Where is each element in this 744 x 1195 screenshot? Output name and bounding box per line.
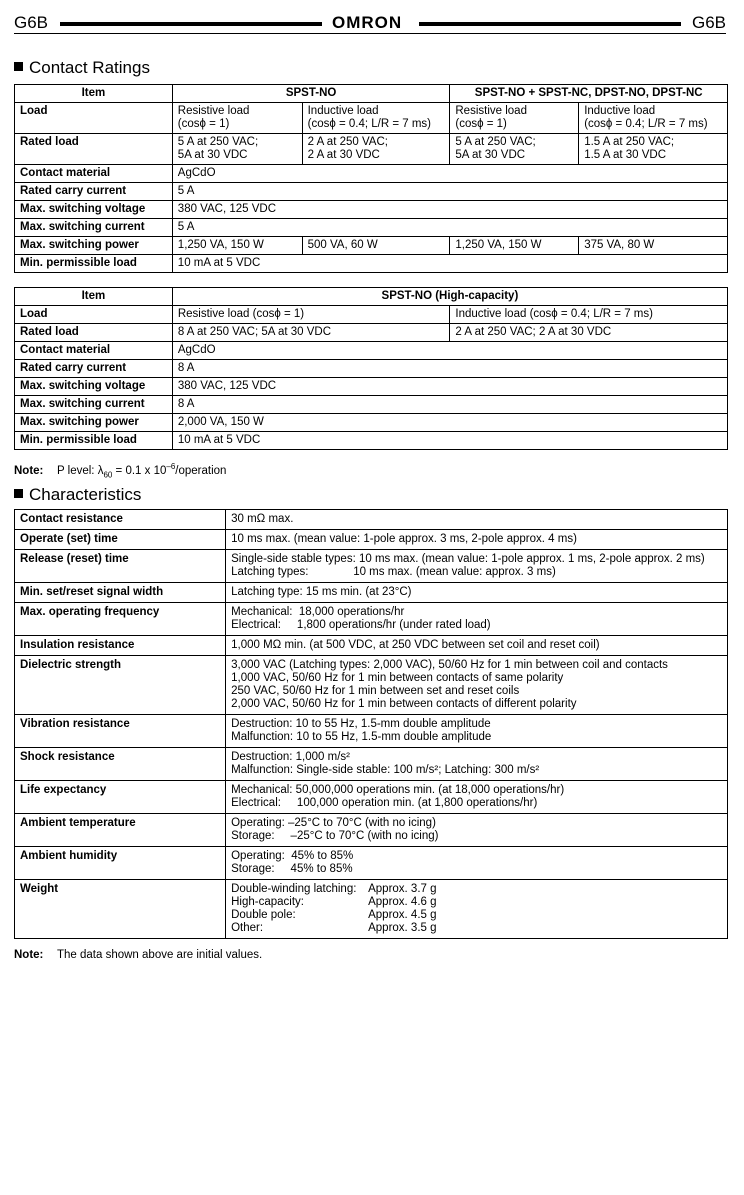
table-row (15, 432, 728, 450)
cell-line: Latching types: 10 ms max. (mean value: approx. 3 ms) (231, 566, 556, 578)
header-rule (14, 33, 726, 34)
row-label: Max. switching voltage (15, 378, 173, 396)
weight-line (231, 909, 722, 922)
cell: 1,250 VA, 150 W (450, 237, 579, 255)
header-multi-pole: SPST-NO + SPST-NC, DPST-NO, DPST-NC (450, 85, 728, 103)
weight-value: Approx. 4.6 g (368, 896, 437, 908)
page-header (14, 12, 726, 34)
table-row (15, 530, 728, 550)
row-label: Rated carry current (15, 183, 173, 201)
cell (226, 550, 728, 583)
cell-line: 1,000 MΩ min. (at 500 VDC, at 250 VDC between set coil and reset coil) (231, 639, 600, 651)
note-text: = 0.1 x 10 (112, 465, 167, 477)
cell: 8 A (172, 396, 727, 414)
table-row (15, 550, 728, 583)
note-label: Note: (14, 949, 44, 961)
cell: 2 A at 250 VAC; 2 A at 30 VDC (302, 134, 450, 165)
p-level-note (14, 464, 226, 478)
note-superscript: –6 (166, 462, 176, 472)
cell: AgCdO (172, 342, 727, 360)
cell-line: Mechanical: 50,000,000 operations min. (at 18,000 operations/hr) (231, 784, 565, 796)
row-label: Rated load (15, 324, 173, 342)
cell-line: 3,000 VAC (Latching types: 2,000 VAC), 50/60 Hz for 1 min between coil and contacts (231, 659, 668, 671)
note-label: Note: (14, 465, 44, 477)
weight-line (231, 883, 722, 896)
weight-value: Approx. 4.5 g (368, 909, 437, 921)
row-label: Load (15, 306, 173, 324)
table-row (15, 183, 728, 201)
table-row (15, 237, 728, 255)
cell-line: Latching type: 15 ms min. (at 23°C) (231, 586, 412, 598)
cell-line: 30 mΩ max. (231, 513, 294, 525)
bullet-square-icon (14, 489, 23, 498)
row-label: Max. switching power (15, 237, 173, 255)
table-row (15, 396, 728, 414)
bullet-square-icon (14, 62, 23, 71)
table-row (15, 219, 728, 237)
row-label: Vibration resistance (15, 715, 226, 748)
cell: 380 VAC, 125 VDC (172, 201, 727, 219)
header-bar-right (419, 22, 681, 26)
cell: AgCdO (172, 165, 727, 183)
cell (226, 583, 728, 603)
section-title-characteristics (14, 485, 141, 505)
row-label: Weight (15, 880, 226, 939)
cell: 8 A at 250 VAC; 5A at 30 VDC (172, 324, 450, 342)
weight-type: Double-winding latching: (231, 883, 357, 895)
cell: 500 VA, 60 W (302, 237, 450, 255)
row-label: Max. switching current (15, 396, 173, 414)
cell: 375 VA, 80 W (579, 237, 728, 255)
row-label: Max. switching current (15, 219, 173, 237)
cell (226, 748, 728, 781)
row-label: Rated load (15, 134, 173, 165)
table-row (15, 324, 728, 342)
table-row (15, 414, 728, 432)
cell: 380 VAC, 125 VDC (172, 378, 727, 396)
cell-line: Electrical: 1,800 operations/hr (under rated load) (231, 619, 491, 631)
table-row (15, 342, 728, 360)
cell: 5 A (172, 219, 727, 237)
cell: 5 A at 250 VAC; 5A at 30 VDC (450, 134, 579, 165)
table-row (15, 847, 728, 880)
cell: 2,000 VA, 150 W (172, 414, 727, 432)
table-row (15, 715, 728, 748)
row-label: Min. permissible load (15, 255, 173, 273)
row-label: Max. switching voltage (15, 201, 173, 219)
table-row (15, 656, 728, 715)
table-row (15, 165, 728, 183)
table-row (15, 255, 728, 273)
row-label: Max. operating frequency (15, 603, 226, 636)
high-capacity-table (14, 287, 728, 450)
table-row (15, 748, 728, 781)
cell: 1.5 A at 250 VAC; 1.5 A at 30 VDC (579, 134, 728, 165)
cell (226, 530, 728, 550)
table-row (15, 781, 728, 814)
cell-line: Mechanical: 18,000 operations/hr (231, 606, 405, 618)
cell (226, 715, 728, 748)
cell: 5 A at 250 VAC; 5A at 30 VDC (172, 134, 302, 165)
table-row (15, 134, 728, 165)
model-code-right: G6B (691, 13, 726, 32)
cell-line: Storage: –25°C to 70°C (with no icing) (231, 830, 439, 842)
cell-line: 10 ms max. (mean value: 1-pole approx. 3 ms, 2-pole approx. 4 ms) (231, 533, 577, 545)
row-label: Min. set/reset signal width (15, 583, 226, 603)
table-row (15, 510, 728, 530)
cell (226, 510, 728, 530)
cell: Inductive load (cosϕ = 0.4; L/R = 7 ms) (579, 103, 728, 134)
cell-line: 2,000 VAC, 50/60 Hz for 1 min between contacts of different polarity (231, 698, 577, 710)
cell: Inductive load (cosϕ = 0.4; L/R = 7 ms) (450, 306, 728, 324)
cell (226, 656, 728, 715)
section-title-contact-ratings (14, 58, 150, 78)
cell-line: Operating: 45% to 85% (231, 850, 354, 862)
table-row (15, 103, 728, 134)
characteristics-table (14, 509, 728, 939)
header-item: Item (15, 288, 173, 306)
cell: Resistive load (cosϕ = 1) (450, 103, 579, 134)
cell-line: 250 VAC, 50/60 Hz for 1 min between set and reset coils (231, 685, 520, 697)
table-header-row (15, 85, 728, 103)
table-row (15, 360, 728, 378)
cell: Resistive load (cosϕ = 1) (172, 306, 450, 324)
table-row (15, 603, 728, 636)
row-label: Shock resistance (15, 748, 226, 781)
initial-values-note (14, 948, 262, 962)
table-row (15, 306, 728, 324)
row-label: Load (15, 103, 173, 134)
cell-line: Destruction: 1,000 m/s² (231, 751, 350, 763)
header-high-capacity: SPST-NO (High-capacity) (172, 288, 727, 306)
weight-line (231, 896, 722, 909)
cell: 10 mA at 5 VDC (172, 255, 727, 273)
note-subscript: 60 (103, 470, 113, 480)
brand-logo: OMRON (332, 13, 403, 32)
cell: 8 A (172, 360, 727, 378)
cell-line: Operating: –25°C to 70°C (with no icing) (231, 817, 436, 829)
table-row (15, 378, 728, 396)
note-text: P level: λ (57, 465, 104, 477)
row-label: Release (reset) time (15, 550, 226, 583)
weight-type: Double pole: (231, 909, 296, 921)
cell: Inductive load (cosϕ = 0.4; L/R = 7 ms) (302, 103, 450, 134)
row-label: Dielectric strength (15, 656, 226, 715)
table-row (15, 814, 728, 847)
cell-line: 1,000 VAC, 50/60 Hz for 1 min between contacts of same polarity (231, 672, 564, 684)
table-row (15, 880, 728, 939)
section-title-text: Characteristics (29, 485, 142, 504)
cell: 10 mA at 5 VDC (172, 432, 727, 450)
cell: 2 A at 250 VAC; 2 A at 30 VDC (450, 324, 728, 342)
weight-value: Approx. 3.5 g (368, 922, 437, 934)
weight-type: Other: (231, 922, 264, 934)
cell (226, 814, 728, 847)
row-label: Operate (set) time (15, 530, 226, 550)
row-label: Contact material (15, 342, 173, 360)
cell: 5 A (172, 183, 727, 201)
cell-line: Storage: 45% to 85% (231, 863, 353, 875)
row-label: Contact resistance (15, 510, 226, 530)
cell: Resistive load (cosϕ = 1) (172, 103, 302, 134)
header-bar-left (60, 22, 322, 26)
row-label: Ambient temperature (15, 814, 226, 847)
row-label: Contact material (15, 165, 173, 183)
weight-line (231, 922, 722, 935)
cell-line: Malfunction: Single-side stable: 100 m/s²; Latching: 300 m/s² (231, 764, 540, 776)
model-code-left: G6B (14, 13, 49, 32)
contact-ratings-table (14, 84, 728, 273)
section-title-text: Contact Ratings (29, 58, 150, 77)
row-label: Min. permissible load (15, 432, 173, 450)
cell (226, 880, 728, 939)
row-label: Life expectancy (15, 781, 226, 814)
row-label: Rated carry current (15, 360, 173, 378)
cell-line: Single-side stable types: 10 ms max. (mean value: 1-pole approx. 1 ms, 2-pole approx. 2 ms) (231, 553, 705, 565)
table-row (15, 636, 728, 656)
cell (226, 781, 728, 814)
weight-value: Approx. 3.7 g (368, 883, 437, 895)
row-label: Max. switching power (15, 414, 173, 432)
cell (226, 636, 728, 656)
row-label: Insulation resistance (15, 636, 226, 656)
note-text: The data shown above are initial values. (57, 949, 263, 961)
cell (226, 847, 728, 880)
row-label: Ambient humidity (15, 847, 226, 880)
header-item: Item (15, 85, 173, 103)
table-header-row (15, 288, 728, 306)
cell (226, 603, 728, 636)
table-row (15, 201, 728, 219)
header-spst-no: SPST-NO (172, 85, 450, 103)
note-text: /operation (175, 465, 227, 477)
cell-line: Malfunction: 10 to 55 Hz, 1.5-mm double amplitude (231, 731, 492, 743)
cell: 1,250 VA, 150 W (172, 237, 302, 255)
cell-line: Destruction: 10 to 55 Hz, 1.5-mm double amplitude (231, 718, 491, 730)
table-row (15, 583, 728, 603)
weight-type: High-capacity: (231, 896, 304, 908)
cell-line: Electrical: 100,000 operation min. (at 1,800 operations/hr) (231, 797, 538, 809)
